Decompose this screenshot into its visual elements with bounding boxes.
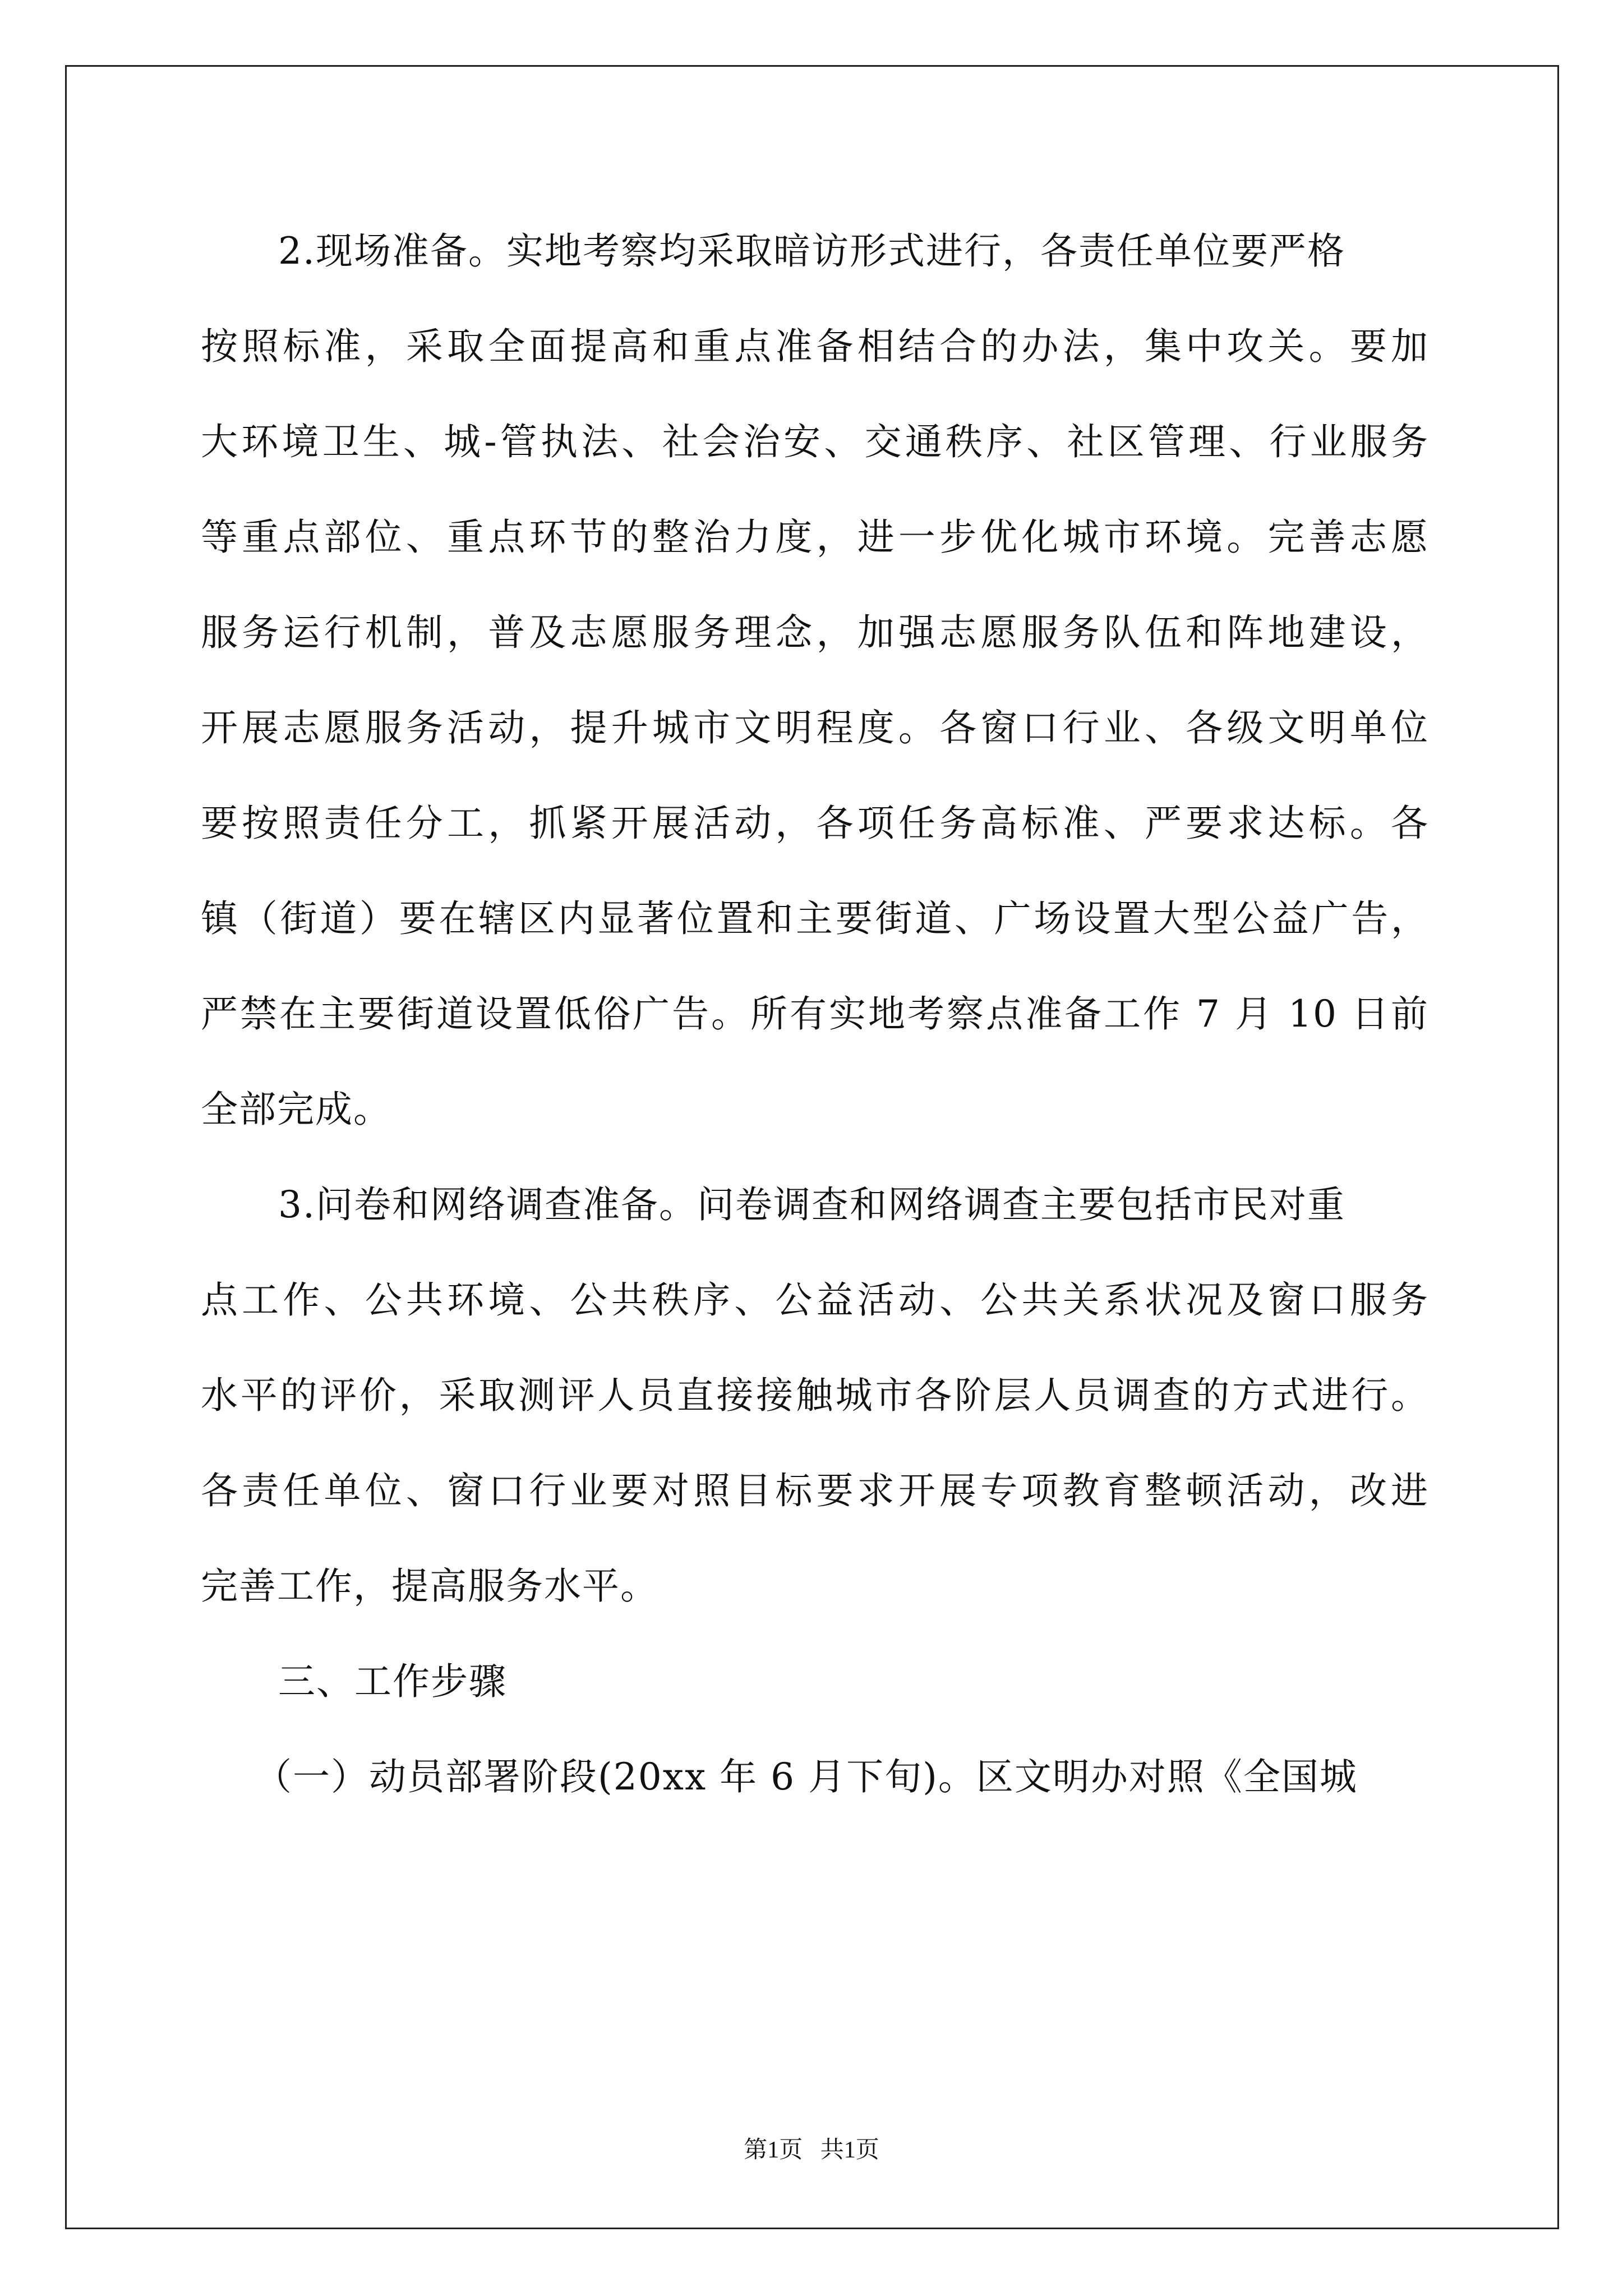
text-line: 完善工作，提高服务水平。 [201, 1565, 658, 1608]
page-border [65, 65, 1559, 2229]
text-line: 服务运行机制，普及志愿服务理念，加强志愿服务队伍和阵地建设， [201, 611, 1429, 654]
text-line: 点工作、公共环境、公共秩序、公益活动、公共关系状况及窗口服务 [201, 1278, 1429, 1322]
text-line: 按照标准，采取全面提高和重点准备相结合的办法，集中攻关。要加 [201, 325, 1429, 368]
text-line: 严禁在主要街道设置低俗广告。所有实地考察点准备工作 7 月 10 日前 [201, 992, 1429, 1036]
text-line: 镇（街道）要在辖区内显著位置和主要街道、广场设置大型公益广告， [201, 897, 1429, 940]
text-line: 全部完成。 [201, 1088, 391, 1131]
page-footer: 第1页 共1页 [744, 2137, 879, 2163]
text-line: 要按照责任分工，抓紧开展活动，各项任务高标准、严要求达标。各 [201, 802, 1429, 845]
text-line: 3.问卷和网络调查准备。问卷调查和网络调查主要包括市民对重 [278, 1183, 1345, 1226]
text-line: 水平的评价，采取测评人员直接接触城市各阶层人员调查的方式进行。 [201, 1374, 1429, 1417]
text-line: 等重点部位、重点环节的整治力度，进一步优化城市环境。完善志愿 [201, 516, 1429, 559]
text-line: 大环境卫生、城-管执法、社会治安、交通秩序、社区管理、行业服务 [201, 420, 1429, 463]
text-line: 各责任单位、窗口行业要对照目标要求开展专项教育整顿活动，改进 [201, 1469, 1429, 1512]
text-line: 开展志愿服务活动，提升城市文明程度。各窗口行业、各级文明单位 [201, 706, 1429, 749]
text-line: 2.现场准备。实地考察均采取暗访形式进行，各责任单位要严格 [278, 229, 1345, 273]
text-line: （一）动员部署阶段(20xx 年 6 月下旬)。区文明办对照《全国城 [255, 1755, 1358, 1798]
section-heading: 三、工作步骤 [278, 1660, 507, 1703]
